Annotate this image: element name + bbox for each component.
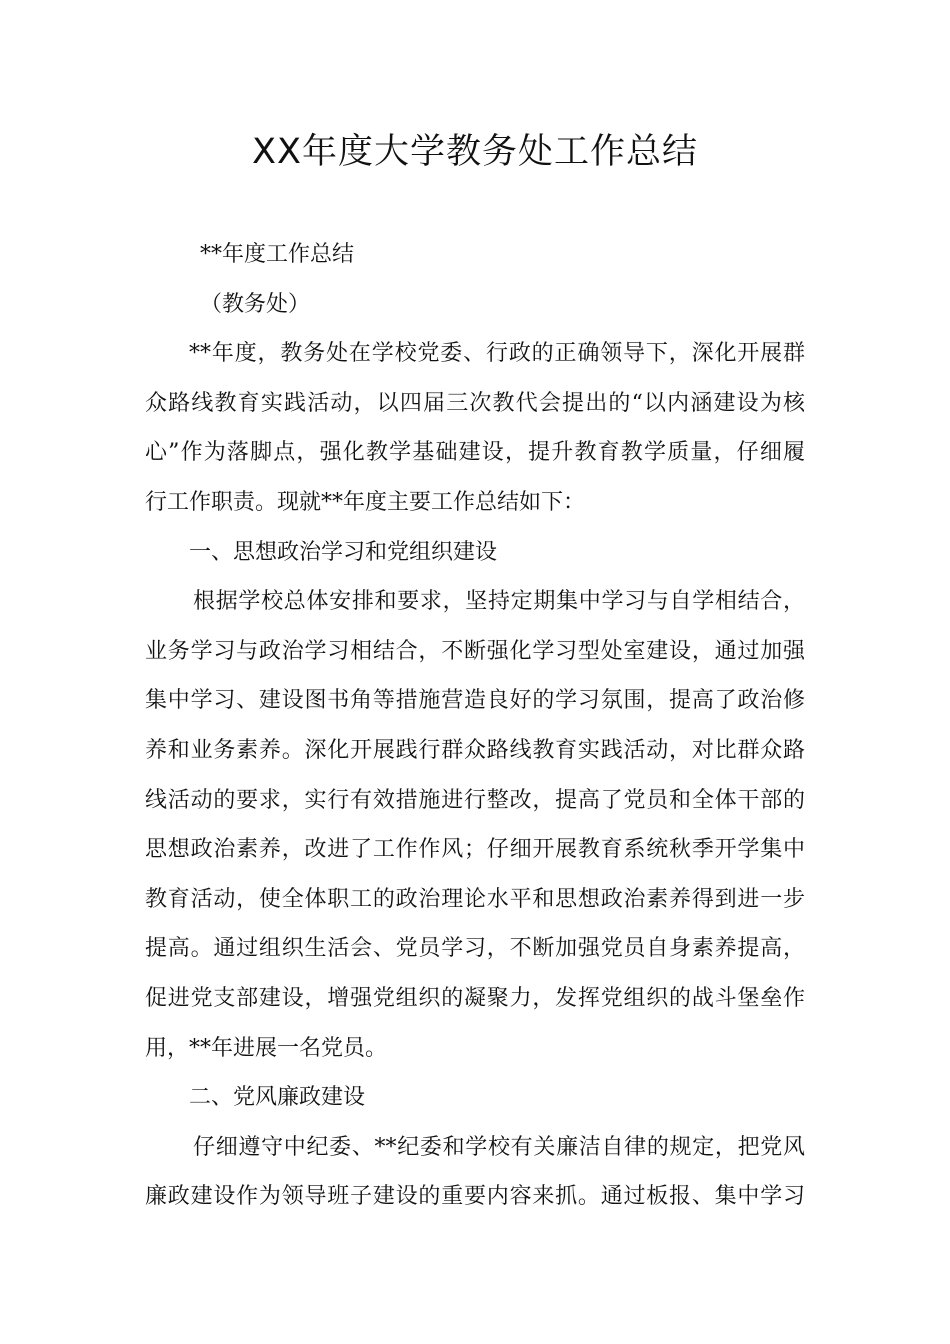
paragraph-line: 教育活动，使全体职工的政治理论水平和思想政治素养得到进一步	[145, 886, 805, 912]
paragraph-line: 廉政建设作为领导班子建设的重要内容来抓。通过板报、集中学习	[145, 1184, 805, 1210]
paragraph-line: **年度，教务处在学校党委、行政的正确领导下，深化开展群	[189, 341, 805, 367]
paragraph-line: 集中学习、建设图书角等措施营造良好的学习氛围，提高了政治修	[145, 688, 805, 714]
paragraph-line: 众路线教育实践活动，以四届三次教代会提出的“以内涵建设为核	[145, 390, 805, 416]
paragraph-line: 行工作职责。现就**年度主要工作总结如下：	[145, 489, 586, 515]
paragraph-line: 用，**年进展一名党员。	[145, 1035, 388, 1061]
paragraph-line: 仔细遵守中纪委、**纪委和学校有关廉洁自律的规定，把党风	[193, 1134, 805, 1160]
section-heading: 一、思想政治学习和党组织建设	[189, 539, 498, 565]
document-body	[145, 230, 805, 1222]
department-line: （教务处）	[200, 291, 311, 317]
paragraph-line: 心”作为落脚点，强化教学基础建设，提升教育教学质量，仔细履	[145, 440, 805, 466]
document-title: XX年度大学教务处工作总结	[252, 132, 698, 172]
paragraph-line: 线活动的要求，实行有效措施进行整改，提高了党员和全体干部的	[145, 787, 805, 813]
subtitle-line: **年度工作总结	[200, 242, 355, 267]
section-heading: 二、党风廉政建设	[189, 1085, 366, 1111]
paragraph-line: 业务学习与政治学习相结合，不断强化学习型处室建设，通过加强	[145, 638, 805, 664]
paragraph-line: 促进党支部建设，增强党组织的凝聚力，发挥党组织的战斗堡垒作	[145, 985, 805, 1011]
paragraph-line: 根据学校总体安排和要求，坚持定期集中学习与自学相结合，	[193, 589, 805, 615]
paragraph-line: 提高。通过组织生活会、党员学习，不断加强党员自身素养提高，	[145, 936, 805, 962]
paragraph-line: 思想政治素养，改进了工作作风；仔细开展教育系统秋季开学集中	[145, 837, 805, 863]
paragraph-line: 养和业务素养。深化开展践行群众路线教育实践活动，对比群众路	[145, 737, 805, 763]
